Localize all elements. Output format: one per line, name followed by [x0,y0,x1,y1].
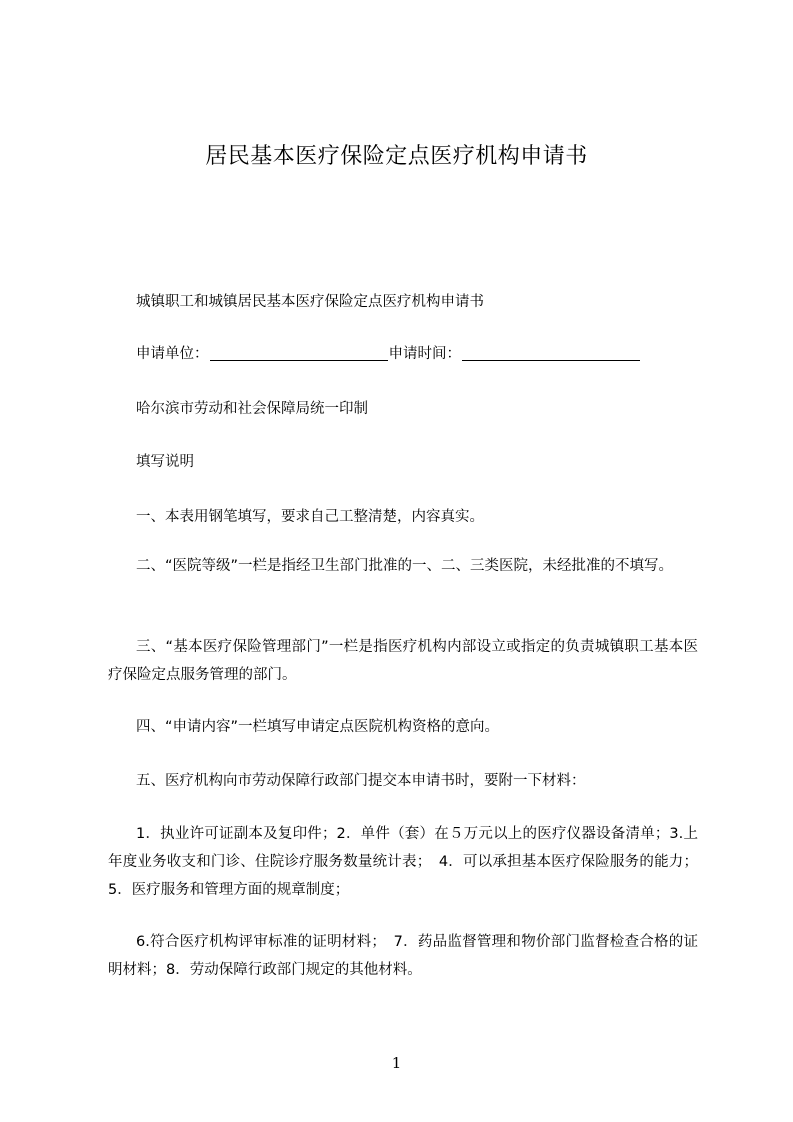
instruction-item-4: 四、“申请内容”一栏填写申请定点医院机构资格的意向。 [136,719,500,735]
instruction-item-2: 二、“医院等级”一栏是指经卫生部门批准的一、二、三类医院，未经批准的不填写。 [136,558,674,574]
application-form-line [108,340,698,368]
instruction-item-5: 五、医疗机构向市劳动保障行政部门提交本申请书时，要附一下材料： [136,773,586,789]
applicant-label: 申请单位： [136,346,209,362]
document-subtitle: 城镇职工和城镇居民基本医疗保险定点医疗机构申请书 [136,294,484,310]
time-label: 申请时间： [388,346,461,362]
issuer-line: 哈尔滨市劳动和社会保障局统一印制 [136,401,368,417]
instruction-item-1: 一、本表用钢笔填写，要求自己工整清楚，内容真实。 [136,509,484,525]
time-blank[interactable] [462,344,640,361]
materials-list-2: 6.符合医疗机构评审标准的证明材料； 7．药品监督管理和物价部门监督检查合格的证明材料；8．劳动保障行政部门规定的其他材料。 [108,934,698,978]
materials-list-1: 1．执业许可证副本及复印件；2．单件（套）在５万元以上的医疗仪器设备清单；3.上年度业务收支和门诊、住院诊疗服务数量统计表； 4．可以承担基本医疗保险服务的能力；5．医疗服务和管理方面的规章制度； [108,826,698,898]
instruction-item-3: 三、“基本医疗保险管理部门”一栏是指医疗机构内部设立或指定的负责城镇职工基本医疗保险定点服务管理的部门。 [108,639,698,683]
applicant-blank[interactable] [210,344,388,361]
document-title: 居民基本医疗保险定点医疗机构申请书 [205,144,588,169]
instructions-heading: 填写说明 [136,454,194,470]
page-number: 1 [391,1054,402,1072]
